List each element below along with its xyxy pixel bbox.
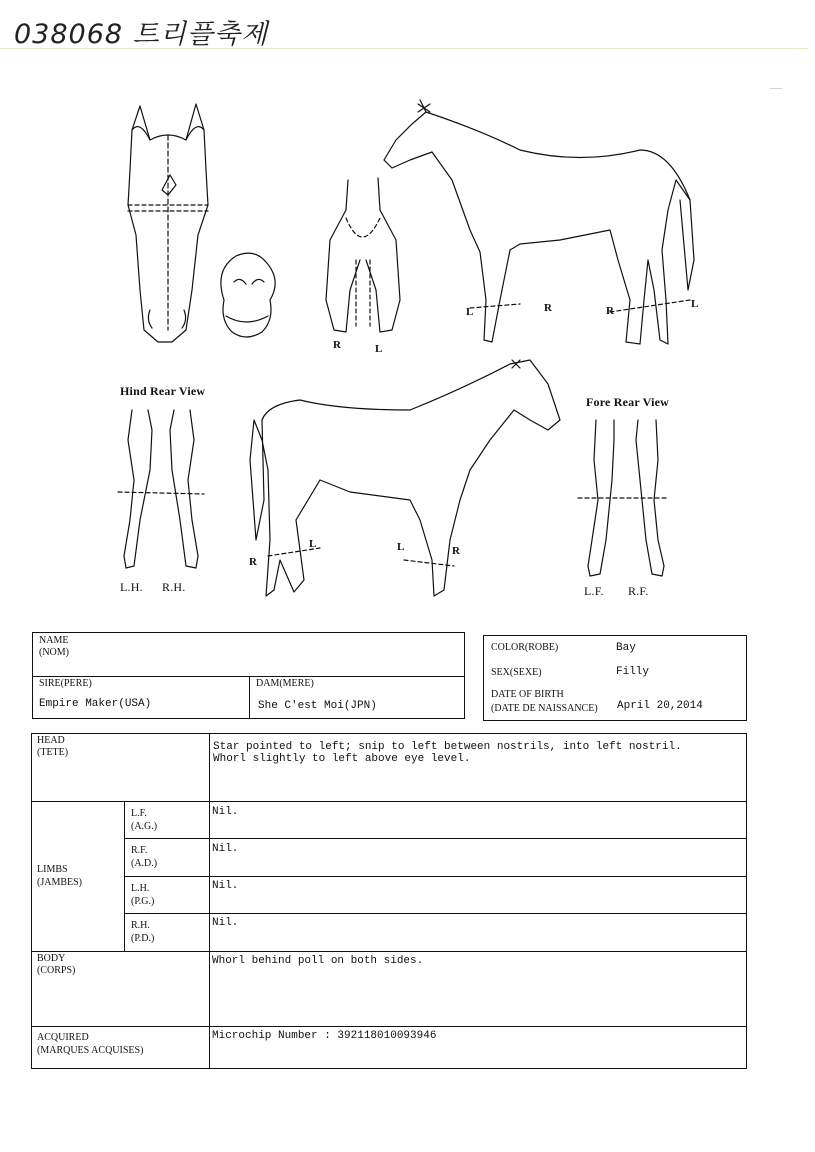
side-left-fore-l-label: L bbox=[466, 306, 474, 318]
dob-label: DATE OF BIRTH bbox=[491, 689, 564, 700]
limbs-label-fr: (JAMBES) bbox=[37, 877, 83, 888]
head-label-fr: (TETE) bbox=[37, 747, 69, 758]
front-leg-l-label: L bbox=[375, 343, 383, 355]
limb-code: L.F. bbox=[131, 808, 147, 819]
sire-field bbox=[32, 676, 250, 719]
front-legs-diagram bbox=[326, 178, 400, 332]
limb-value: Nil. bbox=[212, 880, 239, 892]
head-front-diagram bbox=[128, 104, 208, 342]
lh-label: L.H. bbox=[120, 580, 143, 594]
side-right-fore-l-label: L bbox=[397, 541, 405, 553]
limb-code: R.F. bbox=[131, 845, 148, 856]
handwritten-id: 038068 트리플축제 bbox=[14, 19, 269, 50]
name-field bbox=[32, 632, 465, 677]
name-label: NAME bbox=[39, 635, 69, 646]
hind-rear-view-label: Hind Rear View bbox=[120, 384, 206, 398]
head-value: Star pointed to left; snip to left between nostrils, into left nostril. Whorl slightly to left above eye level. bbox=[213, 741, 682, 765]
body-value: Whorl behind poll on both sides. bbox=[212, 955, 424, 967]
side-right-hind-r-label: R bbox=[249, 556, 257, 568]
body-label: BODY bbox=[37, 953, 66, 964]
sex-label: SEX(SEXE) bbox=[491, 667, 542, 678]
limb-code: L.H. bbox=[131, 883, 150, 894]
dob-value: April 20,2014 bbox=[617, 700, 703, 712]
color-value: Bay bbox=[616, 642, 636, 654]
side-right-hind-l-label: L bbox=[309, 538, 317, 550]
description-box bbox=[483, 635, 747, 721]
limb-code-fr: (P.D.) bbox=[131, 933, 155, 944]
head-bottom-rule bbox=[31, 801, 747, 802]
acquired-label-fr: (MARQUES ACQUISES) bbox=[37, 1045, 144, 1056]
muzzle-diagram bbox=[221, 253, 275, 337]
side-left-hind-r-label: R bbox=[606, 305, 614, 317]
limb-row-rule bbox=[124, 838, 747, 839]
color-label: COLOR(ROBE) bbox=[491, 642, 559, 653]
value-column-rule bbox=[209, 801, 210, 1069]
hind-rear-diagram bbox=[118, 410, 204, 568]
limb-code-fr: (P.G.) bbox=[131, 896, 155, 907]
limb-code: R.H. bbox=[131, 920, 150, 931]
side-left-fore-r-label: R bbox=[544, 302, 552, 314]
sire-label: SIRE(PERE) bbox=[39, 678, 92, 689]
dob-label-fr: (DATE DE NAISSANCE) bbox=[491, 703, 598, 714]
acquired-value: Microchip Number : 392118010093946 bbox=[212, 1030, 437, 1042]
front-leg-r-label: R bbox=[333, 339, 341, 351]
limbs-bottom-rule bbox=[31, 951, 747, 952]
scan-mark: ...... bbox=[770, 82, 782, 91]
limbs-label: LIMBS bbox=[37, 864, 68, 875]
limb-value: Nil. bbox=[212, 917, 239, 929]
sire-value: Empire Maker(USA) bbox=[39, 698, 152, 710]
body-label-fr: (CORPS) bbox=[37, 965, 76, 976]
horse-right-diagram bbox=[250, 360, 560, 596]
head-label-cell bbox=[31, 733, 210, 802]
dam-value: She C'est Moi(JPN) bbox=[258, 700, 377, 712]
body-bottom-rule bbox=[31, 1026, 747, 1027]
fore-rear-view-label: Fore Rear View bbox=[586, 395, 669, 409]
acquired-label: ACQUIRED bbox=[37, 1032, 89, 1043]
name-label-fr: (NOM) bbox=[39, 647, 69, 658]
limb-row-rule bbox=[124, 876, 747, 877]
lf-label: L.F. bbox=[584, 584, 604, 598]
rf-label: R.F. bbox=[628, 584, 649, 598]
sex-value: Filly bbox=[616, 666, 650, 678]
dam-field bbox=[249, 676, 465, 719]
fore-rear-diagram bbox=[578, 420, 668, 576]
dam-label: DAM(MERE) bbox=[256, 678, 314, 689]
limb-code-fr: (A.D.) bbox=[131, 858, 158, 869]
horse-left-diagram bbox=[384, 100, 694, 344]
limb-code-fr: (A.G.) bbox=[131, 821, 158, 832]
side-right-fore-r-label: R bbox=[452, 545, 460, 557]
limb-value: Nil. bbox=[212, 806, 239, 818]
head-label: HEAD bbox=[37, 735, 65, 746]
rh-label: R.H. bbox=[162, 580, 186, 594]
limb-row-rule bbox=[124, 913, 747, 914]
side-left-hind-l-label: L bbox=[691, 298, 699, 310]
limb-value: Nil. bbox=[212, 843, 239, 855]
